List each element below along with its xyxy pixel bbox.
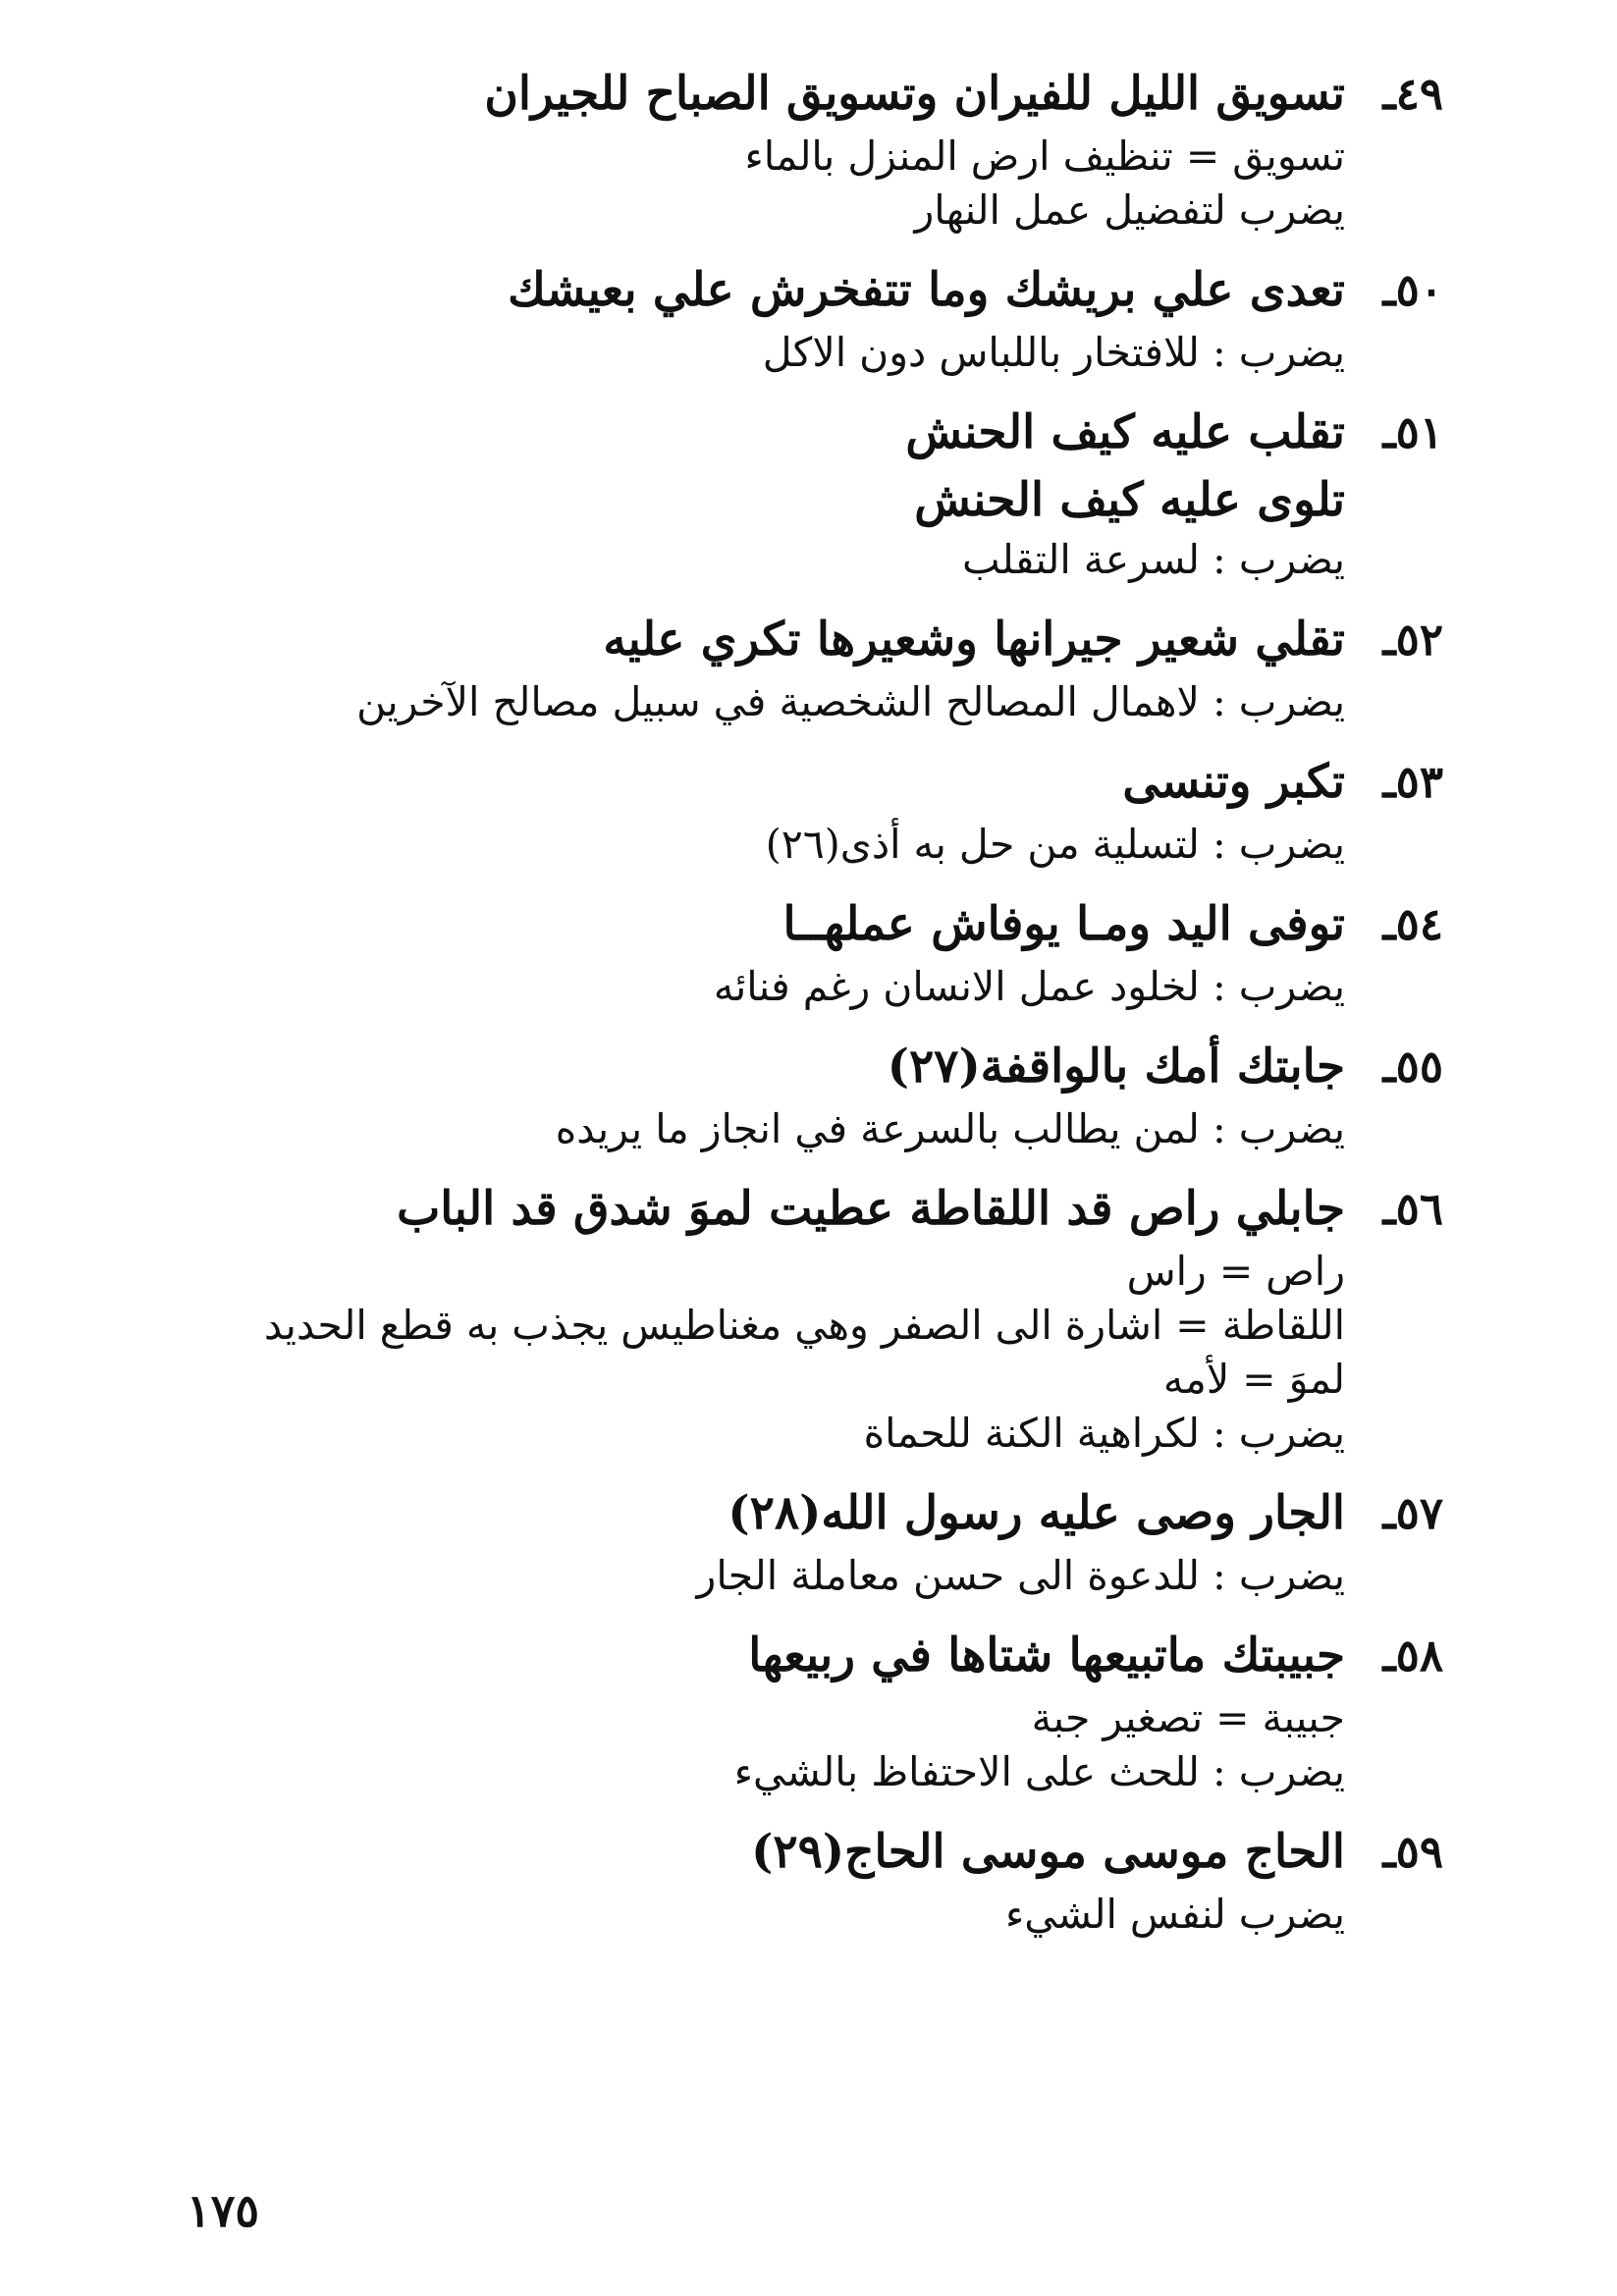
proverb-heading (147, 398, 1443, 468)
proverb-variant: تلوى عليه كيف الحنش (914, 473, 1345, 527)
proverb-number: ٥١ـ (1382, 406, 1443, 458)
proverb-note: يضرب : للدعوة الى حسن معاملة الجار (696, 1552, 1345, 1599)
proverb-note: يضرب : لمن يطالب بالسرعة في انجاز ما يريده (555, 1105, 1345, 1152)
page-number: ١٧٥ (187, 2184, 260, 2237)
proverb-title: تعدى علي بريشك وما تتفخرش علي بعيشك (508, 263, 1345, 317)
proverb-title: تسويق الليل للفيران وتسويق الصباح للجيران (484, 67, 1345, 121)
proverb-note: تسويق = تنظيف ارض المنزل بالماء (744, 133, 1345, 180)
proverb-title: تكبر وتنسى (1122, 755, 1345, 809)
proverb-note: يضرب : للحث على الاحتفاظ بالشيء (733, 1748, 1345, 1795)
proverb-title: جابتك أمك بالواقفة(٢٧) (887, 1040, 1345, 1094)
proverb-note: يضرب : للافتخار باللباس دون الاكل (762, 329, 1345, 376)
proverb-entry-49 (147, 59, 1443, 238)
proverb-note: جبيبة = تصغير جبة (1031, 1694, 1345, 1741)
proverb-note: لموَ = لأمه (1162, 1356, 1345, 1403)
proverb-note: يضرب : لتسلية من حل به أذى(٢٦) (765, 821, 1345, 868)
proverb-heading (147, 1621, 1443, 1691)
proverb-entry-52 (147, 605, 1443, 729)
proverb-number: ٥٠ـ (1382, 264, 1443, 316)
proverb-entry-58 (147, 1621, 1443, 1799)
proverb-heading (147, 59, 1443, 130)
proverb-entry-51 (147, 398, 1443, 587)
proverb-title: جابلي راص قد اللقاطة عطيت لموَ شدق قد الباب (397, 1182, 1345, 1236)
proverb-number: ٥٥ـ (1382, 1041, 1443, 1093)
proverb-title: تقلي شعير جيرانها وشعيرها تكري عليه (603, 613, 1345, 667)
proverb-heading (147, 1817, 1443, 1888)
proverb-number: ٤٩ـ (1382, 68, 1443, 120)
proverb-number: ٥٣ـ (1382, 756, 1443, 808)
proverb-note: اللقاطة = اشارة الى الصفر وهي مغناطيس يجذب به قطع الحديد (263, 1302, 1345, 1349)
proverb-note: يضرب : لاهمال المصالح الشخصية في سبيل مصالح الآخرين (356, 678, 1345, 725)
proverb-title: تقلب عليه كيف الحنش (905, 405, 1345, 459)
proverb-entry-53 (147, 747, 1443, 872)
proverb-note: يضرب : لسرعة التقلب (961, 536, 1345, 583)
proverb-note: راص = راس (1126, 1248, 1345, 1295)
proverb-note: يضرب لتفضيل عمل النهار (914, 187, 1345, 234)
proverb-title: الحاج موسى موسى الحاج(٢٩) (751, 1825, 1345, 1879)
proverb-entry-54 (147, 889, 1443, 1014)
proverb-number: ٥٦ـ (1382, 1183, 1443, 1235)
proverb-entry-56 (147, 1174, 1443, 1461)
proverb-heading (147, 605, 1443, 675)
proverb-heading (147, 255, 1443, 326)
proverb-number: ٥٨ـ (1382, 1629, 1443, 1682)
proverb-number: ٥٧ـ (1382, 1487, 1443, 1539)
proverb-title: جبيبتك ماتبيعها شتاها في ربيعها (748, 1629, 1345, 1682)
proverb-number: ٥٩ـ (1382, 1826, 1443, 1878)
proverb-heading (147, 889, 1443, 960)
proverb-note: يضرب لنفس الشيء (1004, 1891, 1345, 1938)
proverb-title: الجار وصى عليه رسول الله(٢٨) (728, 1486, 1345, 1540)
proverb-note: يضرب : لخلود عمل الانسان رغم فنائه (713, 963, 1345, 1010)
proverb-heading (147, 1032, 1443, 1102)
proverb-heading (147, 1174, 1443, 1245)
proverb-entry-55 (147, 1032, 1443, 1156)
proverb-heading (147, 1478, 1443, 1549)
proverb-entry-57 (147, 1478, 1443, 1603)
proverb-number: ٥٤ـ (1382, 898, 1443, 950)
proverb-number: ٥٢ـ (1382, 614, 1443, 666)
proverbs-page (147, 59, 1443, 1959)
proverb-note: يضرب : لكراهية الكنة للحماة (863, 1410, 1345, 1457)
proverb-heading (147, 747, 1443, 818)
proverb-entry-50 (147, 255, 1443, 380)
proverb-entry-59 (147, 1817, 1443, 1942)
proverb-title: توفى اليد ومـا يوفاش عملهــا (782, 897, 1345, 951)
